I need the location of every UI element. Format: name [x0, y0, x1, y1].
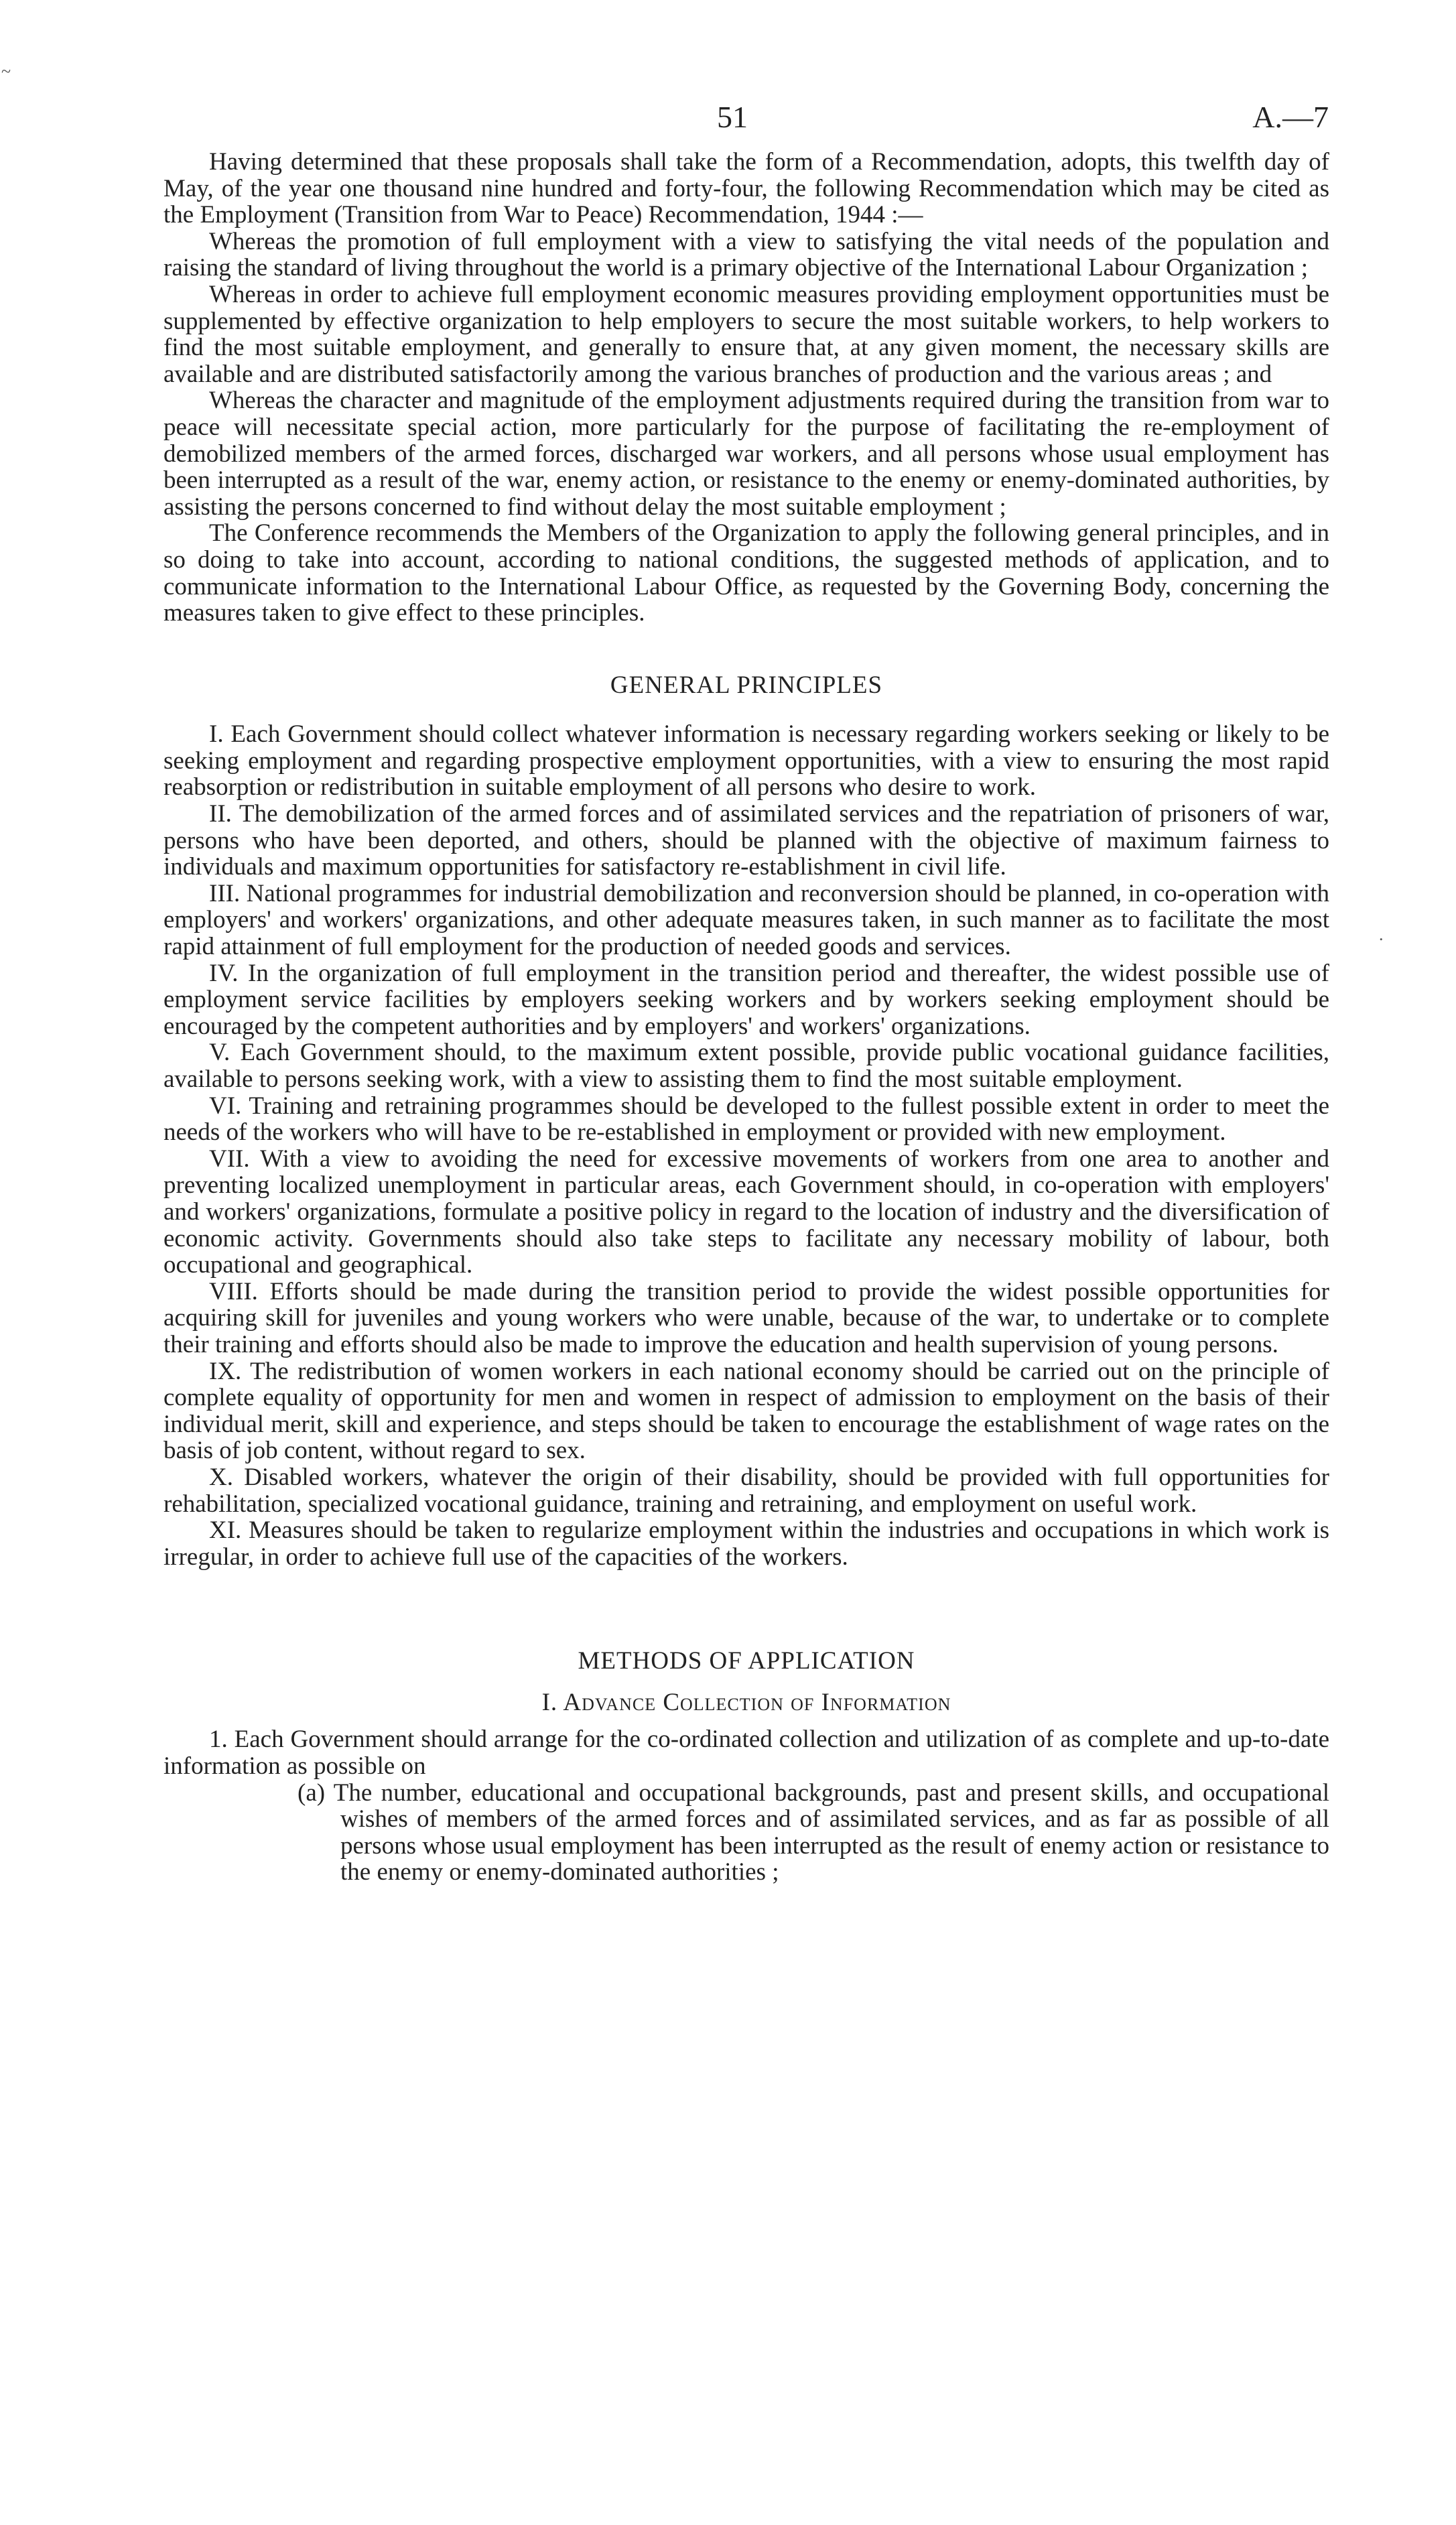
principle-paragraph: II. The demobilization of the armed forces and of assimilated services and the repatriation of prisoners of war, persons who have been deported, and others, should be planned with the objective of maximum fairness to individuals and maximum opportunities for satisfactory re-establishment in civil life.: [163, 800, 1329, 881]
principle-paragraph: VI. Training and retraining programmes should be developed to the fullest possible extent in order to meet the needs of the workers who will have to be re-established in employment or provided with new employment.: [163, 1092, 1329, 1147]
intro-paragraph: Whereas the character and magnitude of the employment adjustments required during the transition from war to peace will necessitate special action, more particularly for the purpose of facilitating the re-employment of demobilized members of the armed forces, discharged war workers, and all persons whose usual employment has been interrupted as a result of the war, enemy action, or resistance to the enemy or enemy-dominated authorities, by assisting the persons concerned to find without delay the most suitable employment ;: [163, 387, 1329, 521]
section-heading-general-principles: GENERAL PRINCIPLES: [610, 671, 883, 699]
document-reference: A.—7: [1252, 100, 1329, 134]
principle-paragraph: XI. Measures should be taken to regularize employment within the industries and occupations in which work is irregular, in order to achieve full use of the capacities of the workers.: [163, 1516, 1329, 1571]
principle-paragraph: X. Disabled workers, whatever the origin of their disability, should be provided with full opportunities for rehabilitation, specialized vocational guidance, training and retraining, and employment on useful work.: [163, 1463, 1329, 1518]
page-number: 51: [717, 100, 748, 134]
principle-paragraph: III. National programmes for industrial demobilization and reconversion should be planned, in co-operation with employers' and workers' organizations, and other adequate measures taken, in such manner as to facilitate the most rapid attainment of full employment for the production of needed goods and services.: [163, 879, 1329, 961]
principle-paragraph: IX. The redistribution of women workers in each national economy should be carried out on the principle of complete equality of opportunity for men and women in respect of admission to employment on the basis of their individual merit, skill and experience, and steps should be taken to encourage the establishment of wage rates on the basis of job content, without regard to sex.: [163, 1357, 1329, 1465]
principle-paragraph: I. Each Government should collect whatever information is necessary regarding workers seeking or likely to be seeking employment and regarding prospective employment opportunities, with a view to ensuring the most rapid reabsorption or redistribution in suitable employment of all persons who desire to work.: [163, 720, 1329, 801]
intro-paragraph: Whereas in order to achieve full employment economic measures providing employment opportunities must be supplemented by effective organization to help employers to secure the most suitable workers, to help workers to find the most suitable employment, and generally to ensure that, at any given moment, the necessary skills are available and are distributed satisfactorily among the various branches of production and the various areas ; and: [163, 280, 1329, 388]
scan-mark: ~: [1, 62, 11, 81]
principle-paragraph: VII. With a view to avoiding the need for excessive movements of workers from one area to another and preventing localized unemployment in particular areas, each Government should, in co-operation with employers' and workers' organizations, formulate a positive policy in regard to the location of industry and the diversification of economic activity. Governments should also take steps to facilitate any necessary mobility of labour, both occupational and geographical.: [163, 1145, 1329, 1279]
method-paragraph: 1. Each Government should arrange for the co-ordinated collection and utilization of as complete and up-to-date information as possible on: [163, 1726, 1329, 1781]
intro-paragraph: Whereas the promotion of full employment with a view to satisfying the vital needs of the population and raising the standard of living throughout the world is a primary objective of the International Labour Organization ;: [163, 227, 1329, 282]
page-header: [0, 99, 1456, 139]
subsection-heading: I. Advance Collection of Information: [541, 1688, 951, 1716]
method-list-item: (a) The number, educational and occupational backgrounds, past and present skills, and occupational wishes of members of the armed forces and of assimilated services, and as far as possible of all persons whose usual employment has been interrupted as the result of enemy action or resistance to the enemy or enemy-dominated authorities ;: [297, 1778, 1329, 1886]
principle-paragraph: VIII. Efforts should be made during the transition period to provide the widest possible opportunities for acquiring skill for juveniles and young workers who were unable, because of the war, to undertake or to complete their training and efforts should also be made to improve the education and health supervision of young persons.: [163, 1277, 1329, 1358]
principle-paragraph: V. Each Government should, to the maximum extent possible, provide public vocational guidance facilities, available to persons seeking work, with a view to assisting them to find the most suitable employment.: [163, 1039, 1329, 1093]
intro-paragraph: The Conference recommends the Members of the Organization to apply the following general principles, and in so doing to take into account, according to national conditions, the suggested methods of application, and to communicate information to the International Labour Office, as requested by the Governing Body, concerning the measures taken to give effect to these principles.: [163, 519, 1329, 627]
principle-paragraph: IV. In the organization of full employment in the transition period and thereafter, the widest possible use of employment service facilities by employers seeking workers and by workers seeking employment should be encouraged by the competent authorities and by employers' and workers' organizations.: [163, 959, 1329, 1040]
document-body: [163, 149, 1329, 1886]
intro-paragraph: Having determined that these proposals shall take the form of a Recommendation, adopts, this twelfth day of May, of the year one thousand nine hundred and forty-four, the following Recommendation which may be cited as the Employment (Transition from War to Peace) Recommendation, 1944 :—: [163, 148, 1329, 229]
section-heading-methods-of-application: METHODS OF APPLICATION: [578, 1647, 915, 1675]
scan-mark: .: [1379, 925, 1384, 944]
